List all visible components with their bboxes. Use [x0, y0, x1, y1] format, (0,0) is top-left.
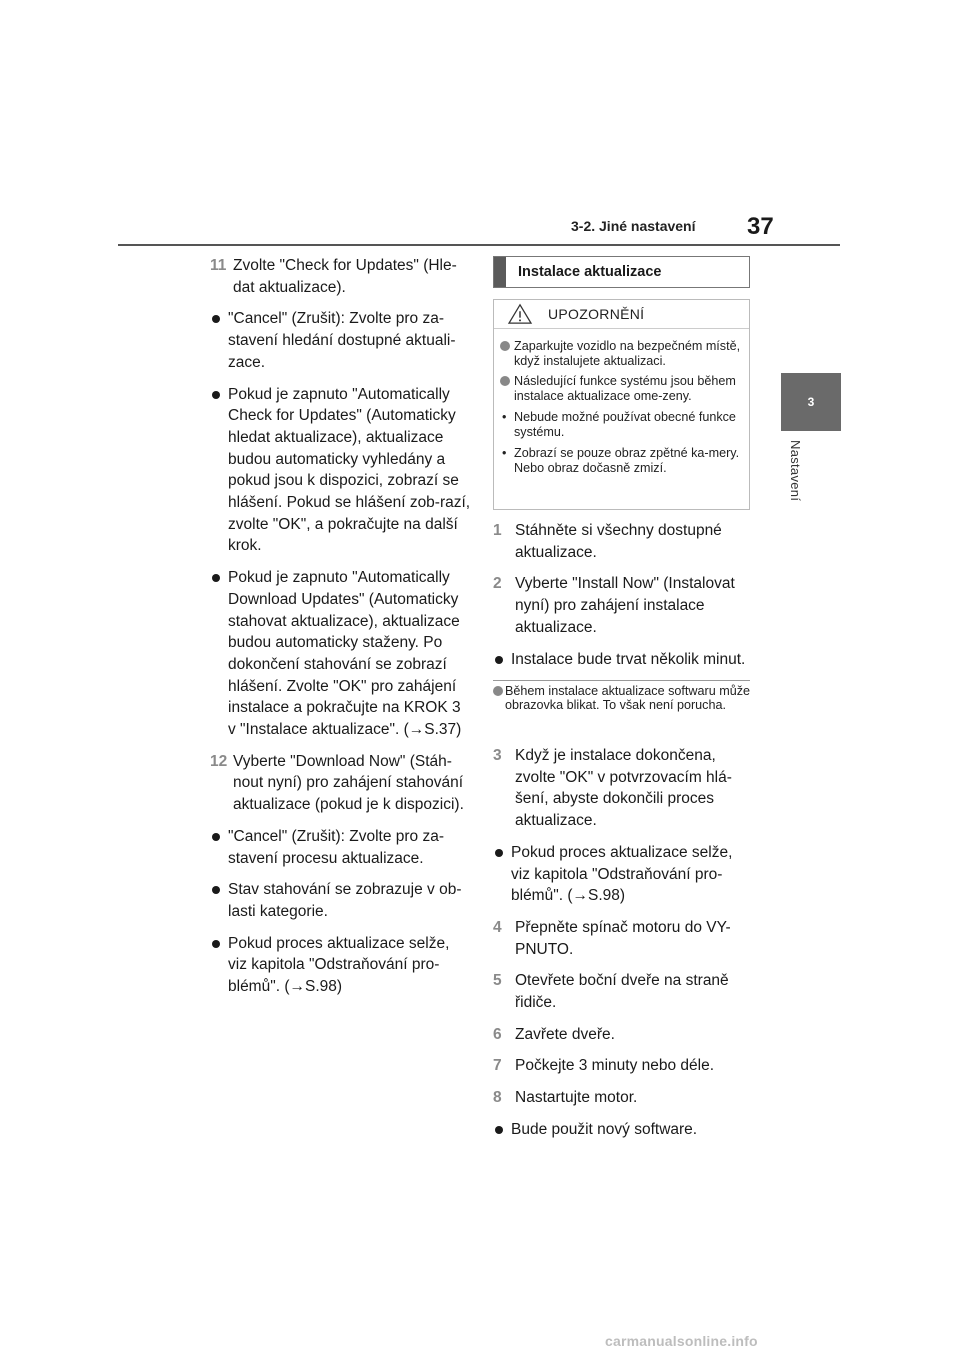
bullet-item — [210, 826, 472, 869]
item-text: "Cancel" (Zrušit): Zvolte pro za-stavení procesu aktualizace. — [228, 827, 445, 867]
item-text: Přepněte spínač motoru do VY-PNUTO. — [515, 918, 731, 958]
item-text: Zvolte "Check for Updates" (Hle-dat aktualizace). — [233, 257, 457, 296]
bullet-item — [210, 567, 472, 741]
step-number: 3 — [493, 747, 502, 764]
step-item — [210, 255, 472, 298]
item-text: Zavřete dveře. — [515, 1025, 615, 1043]
step-item — [493, 1024, 751, 1046]
step-number: 2 — [493, 575, 502, 593]
step-item — [493, 1055, 751, 1077]
header-divider — [118, 244, 840, 246]
note-divider — [493, 680, 750, 681]
item-text: Stáhněte si všechny dostupné aktualizace. — [515, 522, 722, 561]
step-number: 11 — [210, 257, 227, 274]
bullet-icon — [495, 849, 503, 857]
box-title: Instalace aktualizace — [518, 264, 662, 280]
right-column-bottom — [493, 745, 751, 1151]
step-number: 6 — [493, 1025, 502, 1043]
bullet-item — [493, 649, 751, 671]
item-text: Vyberte "Install Now" (Instalovat nyní) pro zahájení instalace aktualizace. — [515, 575, 735, 636]
item-text: Pokud je zapnuto "Automatically Check for Updates" (Automaticky hledat aktualizace), aktualizace budou automaticky vyhledány a pokud jsou k dispozici, zobrazí se hlášení. Pokud se hlášení zob-razí, zvolte "OK", a pokračujte na další krok. — [228, 385, 471, 555]
box-header-bar — [494, 257, 506, 287]
step-number: 1 — [493, 522, 502, 539]
step-item — [210, 751, 472, 816]
sub-bullet-icon: • — [502, 446, 507, 460]
chapter-label: Nastavení — [788, 440, 803, 502]
warning-bullet-icon — [500, 341, 510, 351]
item-text: Pokud proces aktualizace selže, viz kapitola "Odstraňování pro-blémů". (→S.98) — [228, 934, 450, 996]
step-item — [493, 573, 751, 638]
item-text: Vyberte "Download Now" (Stáh-nout nyní) pro zahájení stahování aktualizace (pokud je k dispozici). — [233, 752, 464, 814]
note — [493, 684, 750, 712]
step-item — [493, 520, 751, 563]
bullet-icon — [212, 940, 220, 948]
warning-text: Zaparkujte vozidlo na bezpečném místě, když instalujete aktualizaci. — [514, 339, 741, 368]
bullet-item — [493, 842, 751, 907]
bullet-item — [210, 308, 472, 373]
step-item — [493, 1087, 751, 1109]
warning-subitem — [500, 446, 743, 475]
bullet-item — [493, 1119, 751, 1141]
item-text: Nastartujte motor. — [515, 1089, 638, 1107]
warning-subitem — [500, 410, 743, 439]
warning-text: Nebude možné používat obecné funkce systému. — [514, 410, 736, 439]
step-number: 5 — [493, 972, 502, 990]
item-text: Stav stahování se zobrazuje v ob-lasti kategorie. — [228, 881, 462, 920]
warning-triangle-icon — [506, 303, 534, 325]
bullet-icon — [212, 315, 220, 323]
item-text: Bude použit nový software. — [511, 1120, 698, 1138]
bullet-icon — [495, 656, 503, 664]
bullet-icon — [212, 391, 220, 399]
warning-bullet-icon — [500, 376, 510, 386]
item-text: Pokud je zapnuto "Automatically Download Updates" (Automaticky stahovat aktualizace), aktualizace budou automaticky staženy. Po dokončení stahování se zobrazí hlášení. Zvolte "OK" pro zahájení instalace a pokračujte na KROK 3 v "Instalace aktualizace". (→S.37) — [228, 569, 462, 739]
step-number: 7 — [493, 1057, 502, 1075]
warning-text: Následující funkce systému jsou během instalace aktualizace ome-zeny. — [514, 374, 736, 403]
warning-item — [500, 339, 743, 368]
note-text: Během instalace aktualizace softwaru může obrazovka blikat. To však není porucha. — [505, 684, 751, 712]
right-column-top — [493, 520, 751, 680]
warning-text: Zobrazí se pouze obraz zpětné ka-mery. Nebo obraz dočasně zmizí. — [514, 446, 740, 475]
step-number: 4 — [493, 918, 502, 936]
item-text: "Cancel" (Zrušit): Zvolte pro za-stavení hledání dostupné aktuali-zace. — [228, 310, 456, 371]
left-column — [210, 255, 472, 1008]
step-number: 12 — [210, 752, 228, 770]
install-update-box — [493, 256, 750, 510]
bullet-item — [210, 879, 472, 922]
bullet-icon — [212, 886, 220, 894]
step-item — [493, 917, 751, 960]
bullet-item — [210, 384, 472, 558]
watermark: carmanualsonline.info — [605, 1333, 758, 1349]
bullet-icon — [212, 833, 220, 841]
item-text: Pokud proces aktualizace selže, viz kapitola "Odstraňování pro-blémů". (→S.98) — [511, 843, 733, 905]
warning-panel — [493, 299, 750, 510]
item-text: Otevřete boční dveře na straně řidiče. — [515, 972, 729, 1012]
chapter-tab: 3 — [781, 373, 841, 431]
bullet-item — [210, 933, 472, 998]
page-number: 37 — [747, 213, 774, 240]
warning-item — [500, 374, 743, 403]
warning-header — [494, 300, 749, 329]
warning-title: UPOZORNĚNÍ — [548, 306, 645, 322]
note-bullet-icon — [493, 686, 503, 696]
step-number: 8 — [493, 1089, 502, 1107]
item-text: Když je instalace dokončena, zvolte "OK" v potvrzovacím hlá-šení, abyste dokončili proces aktualizace. — [515, 747, 732, 830]
step-item — [493, 745, 751, 832]
item-text: Počkejte 3 minuty nebo déle. — [515, 1057, 715, 1075]
box-header — [493, 256, 750, 288]
sub-bullet-icon: • — [502, 410, 507, 424]
warning-body — [494, 329, 749, 475]
item-text: Instalace bude trvat několik minut. — [511, 650, 746, 668]
section-title: 3-2. Jiné nastavení — [571, 218, 696, 234]
bullet-icon — [495, 1126, 503, 1134]
step-item — [493, 970, 751, 1013]
bullet-icon — [212, 574, 220, 582]
